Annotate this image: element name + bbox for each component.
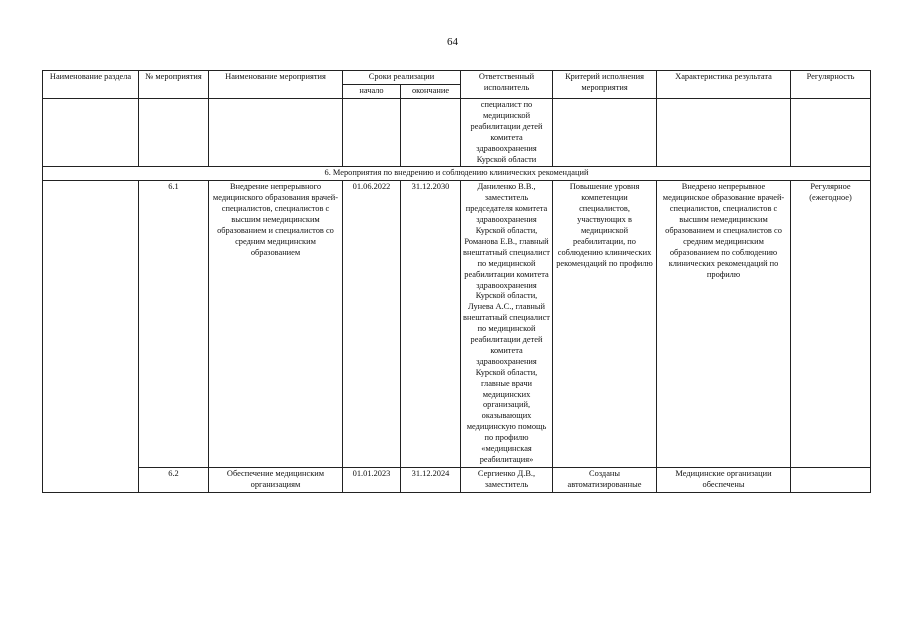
cont-item-no xyxy=(139,99,209,167)
header-section-name: Наименование раздела xyxy=(43,71,139,99)
row-end: 31.12.2024 xyxy=(401,467,461,492)
header-period: Сроки реализации xyxy=(343,71,461,85)
header-item-name: Наименование мероприятия xyxy=(209,71,343,99)
row-section-name xyxy=(43,181,139,492)
row-item-no: 6.1 xyxy=(139,181,209,468)
row-start: 01.06.2022 xyxy=(343,181,401,468)
continuation-row xyxy=(43,99,871,167)
cont-item-name xyxy=(209,99,343,167)
row-regularity xyxy=(791,467,871,492)
row-responsible: Даниленко В.В., заместитель председателя комитета здравоохранения Курской области, Романова Е.В., главный внештатный специалист по медицинской реабилитации комитета здравоохранения Курской области, Лунева А.С., главный внештатный специалист по медицинской реабилитации детей комитета здравоохранения Курской области, главные врачи медицинских организаций, оказывающих медицинскую помощь по профилю «медицинская реабилитация» xyxy=(461,181,553,468)
header-criterion: Критерий исполнения мероприятия xyxy=(553,71,657,99)
row-end: 31.12.2030 xyxy=(401,181,461,468)
header-row xyxy=(43,71,871,85)
row-criterion: Повышение уровня компетенции специалистов, участвующих в медицинской реабилитации, по соблюдению клинических рекомендаций по профилю xyxy=(553,181,657,468)
row-responsible: Сергиенко Д.В., заместитель xyxy=(461,467,553,492)
cont-result xyxy=(657,99,791,167)
cont-section-name xyxy=(43,99,139,167)
header-item-no: № мероприятия xyxy=(139,71,209,99)
header-start: начало xyxy=(343,85,401,99)
row-item-no: 6.2 xyxy=(139,467,209,492)
cont-criterion xyxy=(553,99,657,167)
section-row xyxy=(43,167,871,181)
page-number: 64 xyxy=(447,36,458,48)
row-start: 01.01.2023 xyxy=(343,467,401,492)
header-responsible: Ответственный исполнитель xyxy=(461,71,553,99)
row-criterion: Созданы автоматизированные xyxy=(553,467,657,492)
cont-regularity xyxy=(791,99,871,167)
section-title: 6. Мероприятия по внедрению и соблюдению клинических рекомендаций xyxy=(43,167,871,181)
row-result: Медицинские организации обеспечены xyxy=(657,467,791,492)
row-result: Внедрено непрерывное медицинское образование врачей-специалистов, специалистов с высшим немедицинским образованием и специалистов со средним медицинским образованием по соблюдению клинических рекомендаций по профилю xyxy=(657,181,791,468)
table-row xyxy=(43,181,871,468)
header-regularity: Регулярность xyxy=(791,71,871,99)
cont-end xyxy=(401,99,461,167)
cont-responsible: специалист по медицинской реабилитации детей комитета здравоохранения Курской области xyxy=(461,99,553,167)
table-row xyxy=(43,467,871,492)
header-result: Характеристика результата xyxy=(657,71,791,99)
row-item-name: Обеспечение медицинским организациям xyxy=(209,467,343,492)
header-end: окончание xyxy=(401,85,461,99)
row-regularity: Регулярное (ежегодное) xyxy=(791,181,871,468)
row-item-name: Внедрение непрерывного медицинского образования врачей-специалистов, специалистов с высшим немедицинским образованием и специалистов со средним медицинским образованием xyxy=(209,181,343,468)
cont-start xyxy=(343,99,401,167)
activities-table xyxy=(42,70,871,493)
